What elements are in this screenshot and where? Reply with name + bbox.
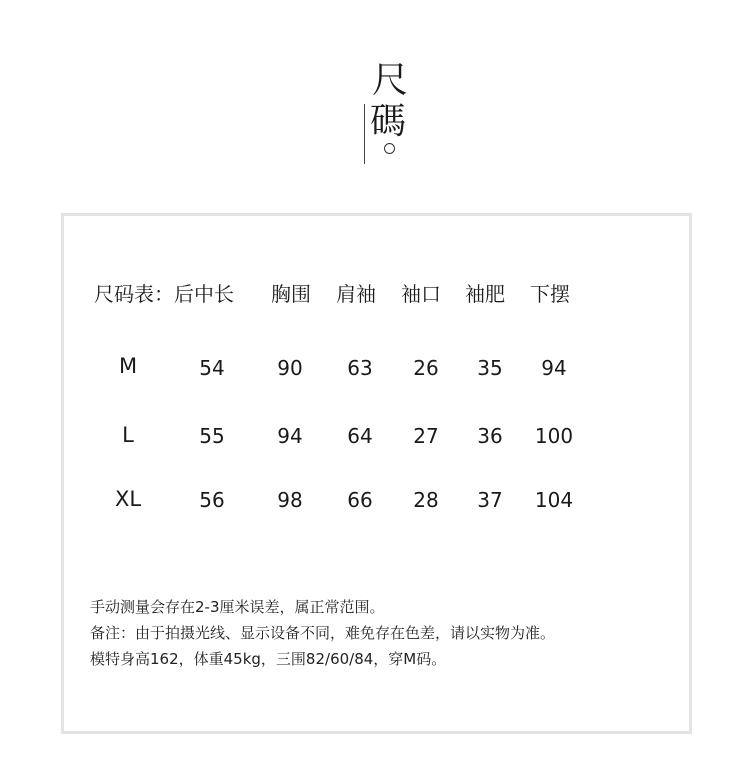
table-cell: 104 xyxy=(534,488,574,512)
header-size-chart-length: 尺码表：后中长 xyxy=(94,282,234,306)
table-cell: 27 xyxy=(413,424,439,448)
header-chest: 胸围 xyxy=(271,282,311,306)
note-model-info: 模特身高162，体重45kg，三围82/60/84，穿M码。 xyxy=(90,650,447,668)
table-cell: 66 xyxy=(347,488,373,512)
size-label-l: L xyxy=(122,423,134,447)
table-cell: 98 xyxy=(277,488,303,512)
table-cell: 28 xyxy=(413,488,439,512)
header-hem: 下摆 xyxy=(530,282,570,306)
table-cell: 36 xyxy=(477,424,503,448)
size-label-m: M xyxy=(118,354,138,378)
header-shoulder-sleeve: 肩袖 xyxy=(336,282,376,306)
table-cell: 35 xyxy=(477,356,503,380)
title-divider-line xyxy=(364,104,365,164)
table-cell: 100 xyxy=(534,424,574,448)
title-char-1: 尺 xyxy=(372,60,409,101)
table-cell: 37 xyxy=(477,488,503,512)
table-cell: 64 xyxy=(347,424,373,448)
title-period-icon xyxy=(384,143,395,154)
table-cell: 63 xyxy=(347,356,373,380)
title-char-2: 碼 xyxy=(370,101,407,142)
table-cell: 26 xyxy=(413,356,439,380)
table-cell: 54 xyxy=(199,356,225,380)
table-cell: 94 xyxy=(277,424,303,448)
table-cell: 90 xyxy=(277,356,303,380)
note-color-difference: 备注：由于拍摄光线、显示设备不同，难免存在色差，请以实物为准。 xyxy=(90,624,556,642)
header-sleeve-width: 袖肥 xyxy=(465,282,505,306)
table-cell: 56 xyxy=(199,488,225,512)
table-cell: 55 xyxy=(199,424,225,448)
header-cuff: 袖口 xyxy=(401,282,441,306)
table-cell: 94 xyxy=(541,356,567,380)
note-measurement-error: 手动测量会存在2-3厘米误差，属正常范围。 xyxy=(90,598,385,616)
size-label-xl: XL xyxy=(114,487,142,511)
